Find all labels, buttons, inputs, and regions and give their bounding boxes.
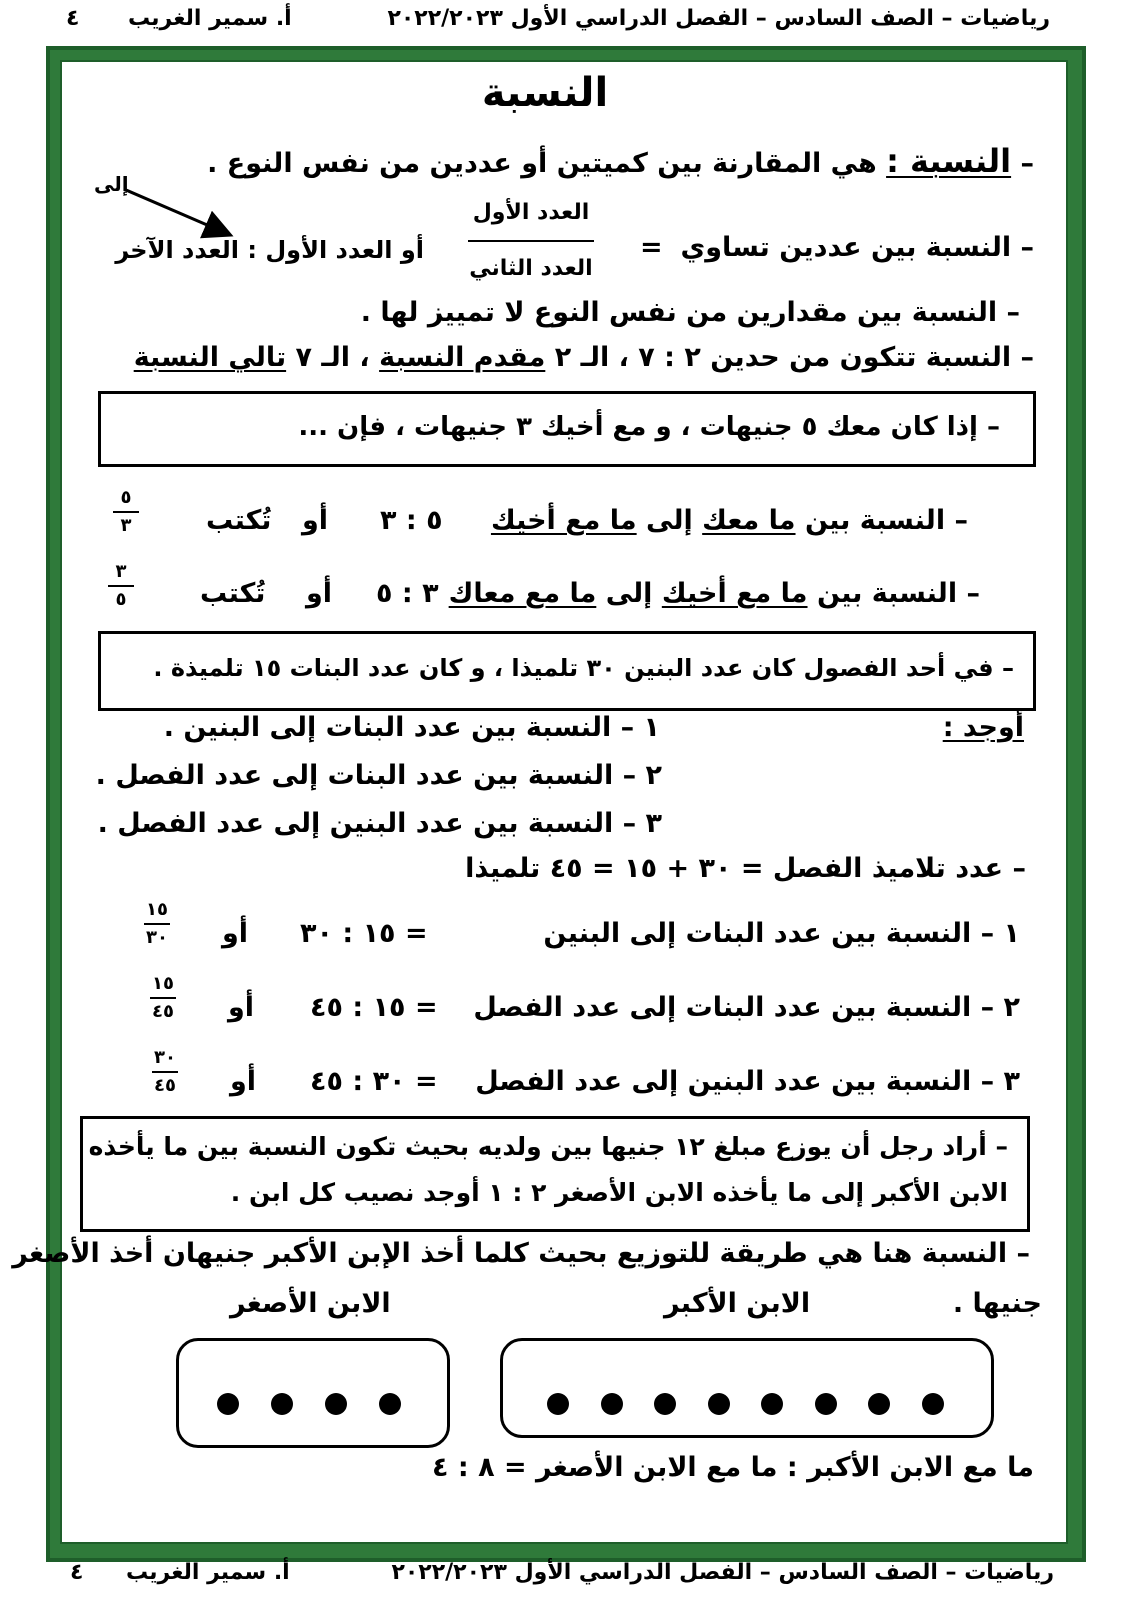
a3-frac-den: ٤٥ xyxy=(154,1075,176,1096)
page-content-area xyxy=(60,60,1068,1544)
coin-dot xyxy=(815,1393,837,1415)
r1-or: أو xyxy=(302,505,329,536)
answer-2-ratio: = ١٥ : ٤٥ xyxy=(310,992,438,1023)
fraction-bar xyxy=(468,240,594,242)
header-page: ٤ xyxy=(66,6,80,31)
r2-frac-den: ٥ xyxy=(115,589,127,610)
coin-dot xyxy=(601,1393,623,1415)
coin-dot xyxy=(922,1393,944,1415)
coin-dot xyxy=(547,1393,569,1415)
ratio-row-1: – النسبة بين ما معك إلى ما مع أخيك xyxy=(490,505,968,536)
answer-1-text: ١ – النسبة بين عدد البنات إلى البنين xyxy=(543,918,1020,949)
header-teacher: أ. سمير الغريب xyxy=(128,6,292,31)
r2-frac-num: ٣ xyxy=(115,561,127,582)
answer-1-fraction xyxy=(140,900,174,948)
fraction-numerator: العدد الأول xyxy=(472,200,590,225)
r2-to: إلى xyxy=(605,578,653,609)
a2-frac-den: ٤٥ xyxy=(152,1001,174,1022)
answer-3-text: ٣ – النسبة بين عدد البنين إلى عدد الفصل xyxy=(475,1066,1020,1097)
equation-alt-form: أو العدد الأول : العدد الآخر xyxy=(115,236,424,264)
r2-first: ما مع أخيك xyxy=(661,578,808,609)
answer-3-fraction xyxy=(148,1048,182,1096)
no-unit-text: النسبة بين مقدارين من نفس النوع لا تمييز لها . xyxy=(360,297,998,328)
r1-prefix: النسبة بين xyxy=(804,505,946,536)
coin-dot xyxy=(217,1393,239,1415)
fraction-denominator: العدد الثاني xyxy=(469,256,593,281)
r2-fraction xyxy=(108,562,134,610)
r2-prefix: النسبة بين xyxy=(816,578,958,609)
distribution-problem-line-1: – أراد رجل أن يوزع مبلغ ١٢ جنيها بين ولديه بحيث تكون النسبة بين ما يأخذه xyxy=(88,1132,1008,1161)
answer-3-or: أو xyxy=(230,1066,257,1097)
find-label: أوجد : xyxy=(942,712,1024,743)
page-title: النسبة xyxy=(481,70,609,116)
class-example-content: في أحد الفصول كان عدد البنين ٣٠ تلميذا ، و كان عدد البنات ١٥ تلميذة . xyxy=(153,654,994,682)
distribution-explanation-text: النسبة هنا هي طريقة للتوزيع بحيث كلما أخذ الإبن الأكبر جنيهان أخذ الأصغر xyxy=(12,1238,1008,1269)
terms-connector: ، الـ ٧ xyxy=(295,342,370,373)
a1-frac-den: ٣٠ xyxy=(146,927,168,948)
r2-second: ما مع معاك xyxy=(448,578,597,609)
answer-2-or: أو xyxy=(228,992,255,1023)
definition-term: النسبة : xyxy=(886,142,1012,180)
younger-son-label: الابن الأصغر xyxy=(230,1288,391,1319)
distribution-explanation-1: – النسبة هنا هي طريقة للتوزيع بحيث كلما أخذ الإبن الأكبر جنيهان أخذ الأصغر xyxy=(12,1238,1030,1269)
footer-teacher: أ. سمير الغريب xyxy=(126,1560,290,1585)
elder-son-box xyxy=(500,1338,994,1438)
a3-frac-num: ٣٠ xyxy=(154,1047,176,1068)
r2-write: تُكتب xyxy=(200,578,266,609)
definition-line: – النسبة : هي المقارنة بين كميتين أو عددين من نفس النوع . xyxy=(207,142,1034,180)
r2-or: أو xyxy=(306,578,333,609)
no-unit-line: – النسبة بين مقدارين من نفس النوع لا تمييز لها . xyxy=(360,297,1020,328)
total-students-text: عدد تلاميذ الفصل = ٣٠ + ١٥ = ٤٥ تلميذا xyxy=(465,853,1004,884)
definition-text: هي المقارنة بين كميتين أو عددين من نفس النوع . xyxy=(207,148,877,179)
a1-frac-num: ١٥ xyxy=(146,899,168,920)
final-ratio: ما مع الابن الأكبر : ما مع الابن الأصغر = ٨ : ٤ xyxy=(432,1452,1034,1483)
coin-dot xyxy=(654,1393,676,1415)
answer-1-ratio: = ١٥ : ٣٠ xyxy=(300,918,428,949)
money-example-content: إذا كان معك ٥ جنيهات ، و مع أخيك ٣ جنيهات ، فإن ... xyxy=(298,412,978,442)
r1-frac-den: ٣ xyxy=(120,515,132,536)
find-item-2: ٢ – النسبة بين عدد البنات إلى عدد الفصل . xyxy=(95,760,662,791)
footer-subject: رياضيات – الصف السادس – الفصل الدراسي الأول ٢٠٢٢/٢٠٢٣ xyxy=(391,1560,1054,1585)
younger-son-box xyxy=(176,1338,450,1448)
answer-1-or: أو xyxy=(222,918,249,949)
money-example-text: – إذا كان معك ٥ جنيهات ، و مع أخيك ٣ جنيهات ، فإن ... xyxy=(298,412,1000,442)
equation-lhs-text: النسبة بين عددين تساوي xyxy=(680,232,1012,263)
answer-2-text: ٢ – النسبة بين عدد البنات إلى عدد الفصل xyxy=(473,992,1020,1023)
class-example-text: – في أحد الفصول كان عدد البنين ٣٠ تلميذا ، و كان عدد البنات ١٥ تلميذة . xyxy=(153,654,1014,682)
distribution-explanation-2: جنيها . xyxy=(952,1288,1042,1319)
r1-second: ما مع أخيك xyxy=(490,505,637,536)
coin-dot xyxy=(379,1393,401,1415)
ratio-row-2: – النسبة بين ما مع أخيك إلى ما مع معاك xyxy=(448,578,980,609)
r1-ratio: ٥ : ٣ xyxy=(380,505,443,536)
r1-write: تُكتب xyxy=(206,505,272,536)
r1-fraction xyxy=(113,488,139,536)
a2-frac-num: ١٥ xyxy=(152,973,174,994)
ratio-terms-line: – النسبة تتكون من حدين ٢ : ٧ ، الـ ٢ مقدم النسبة ، الـ ٧ تالي النسبة xyxy=(133,342,1034,373)
find-item-3: ٣ – النسبة بين عدد البنين إلى عدد الفصل . xyxy=(97,808,662,839)
ratio-equation-lhs: – النسبة بين عددين تساوي xyxy=(680,232,1034,263)
distribution-problem-text-1: أراد رجل أن يوزع مبلغ ١٢ جنيها بين ولديه بحيث تكون النسبة بين ما يأخذه xyxy=(88,1132,987,1161)
arrow-icon xyxy=(120,180,240,242)
header-subject: رياضيات – الصف السادس – الفصل الدراسي الأول ٢٠٢٢/٢٠٢٣ xyxy=(387,6,1050,31)
r1-first: ما معك xyxy=(702,505,796,536)
distribution-problem-line-2: الابن الأكبر إلى ما يأخذه الابن الأصغر ٢ : ١ أوجد نصيب كل ابن . xyxy=(230,1178,1008,1207)
antecedent-label: مقدم النسبة xyxy=(379,342,546,373)
coin-dot xyxy=(708,1393,730,1415)
coin-dot xyxy=(761,1393,783,1415)
equation-equals: = xyxy=(640,232,663,263)
find-item-1: ١ – النسبة بين عدد البنات إلى البنين . xyxy=(163,712,660,743)
coin-dot xyxy=(325,1393,347,1415)
answer-3-ratio: = ٣٠ : ٤٥ xyxy=(310,1066,438,1097)
coin-dot xyxy=(271,1393,293,1415)
r1-frac-num: ٥ xyxy=(120,487,132,508)
footer-page: ٤ xyxy=(70,1560,84,1585)
terms-text: النسبة تتكون من حدين ٢ : ٧ ، الـ ٢ xyxy=(554,342,1012,373)
total-students-line: – عدد تلاميذ الفصل = ٣٠ + ١٥ = ٤٥ تلميذا xyxy=(465,853,1026,884)
r1-to: إلى xyxy=(646,505,693,536)
answer-2-fraction xyxy=(146,974,180,1022)
elder-son-label: الابن الأكبر xyxy=(664,1288,811,1319)
r2-ratio: ٣ : ٥ xyxy=(376,578,439,609)
arrow-label: إلى xyxy=(94,172,129,196)
coin-dot xyxy=(868,1393,890,1415)
consequent-label: تالي النسبة xyxy=(133,342,287,373)
